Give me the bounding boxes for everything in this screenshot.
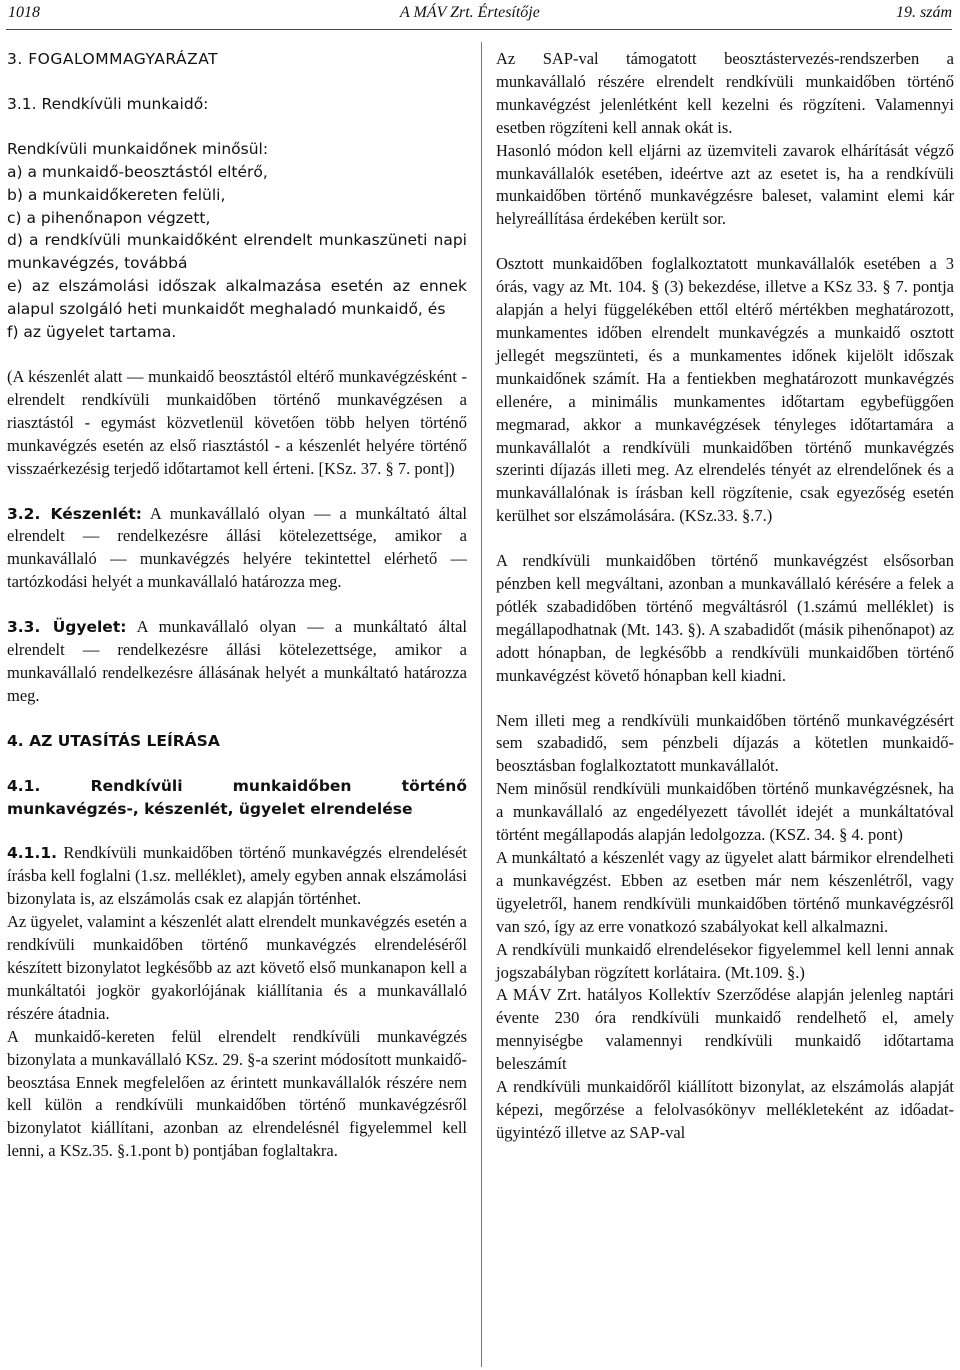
column-divider — [481, 42, 482, 1367]
definition-3-3 — [7, 616, 467, 708]
page-number: 1018 — [8, 4, 40, 21]
paragraph-outside-frame: A munkaidő-kereten felül elrendelt rendkívüli munkavégzés bizonylata a munkavállaló KSz. 29. §-a szerint módosított munkaidő-beosztása Ennek megfelelően az érintett munkavállalók részére nem kell külön a rendkívüli munkaidőben történő munkavégzésről bizonylatot kiállítani, azonban az elrendelésnél figyelemmel kell lenni, a KSz.35. §.1.pont b) pontjában foglaltakra. — [7, 1026, 467, 1161]
list-item-f: f) az ügyelet tartama. — [7, 323, 177, 342]
paragraph-disruption: Hasonló módon kell eljárni az üzemviteli zavarok elhárítását végző munkavállalók esetében, ideértve azt az esetet is, ha a rendkívüli munkaidőben történő munkavégzésre baleset, valamint elemi kár helyreállítása érdekében került sor. — [496, 140, 954, 229]
definition-3-2-label: 3.2. Készenlét: — [7, 504, 142, 523]
section-heading-3: 3. FOGALOMMAGYARÁZAT — [7, 50, 219, 68]
list-intro: Rendkívüli munkaidőnek minősül: — [7, 139, 269, 158]
standby-note: (A készenlét alatt — munkaidő beosztástól eltérő munkavégzésként - elrendelt rendkívüli munkaidőben történő munkavégzésen a riasztástól - egymást közvetlenül követően több helyen történő munkavégzés esetén az első riasztástól - a készenlét helyére történő visszaérkezésig terjedő időtartamot kell érteni. [KSz. 37. § 7. pont]) — [7, 366, 467, 478]
paragraph-not-entitled: Nem illeti meg a rendkívüli munkaidőben történő munkavégzésért sem szabadidő, sem pénzbeli díjazás a kötetlen munkaidő-beosztásban foglalkoztatott munkavállalót. — [496, 710, 954, 776]
left-column — [7, 48, 467, 1163]
list-item-a: a) a munkaidő-beosztástól eltérő, — [7, 162, 268, 181]
subheading-3-1: 3.1. Rendkívüli munkaidő: — [7, 94, 209, 113]
list-item-b: b) a munkaidőkereten felüli, — [7, 185, 226, 204]
paragraph-employer-order: A munkáltató a készenlét vagy az ügyelet alatt bármikor elrendelheti a munkavégzést. Ebben az esetben már nem készenlétről, vagy ügyeletről, hanem rendkívüli munkaidőben történő munkavégzésről van szó, így az erre vonatkozó szabályokat kell alkalmazni. — [496, 848, 954, 936]
right-column — [496, 48, 954, 1145]
list-item-c: c) a pihenőnapon végzett, — [7, 208, 211, 227]
journal-title: A MÁV Zrt. Értesítője — [400, 4, 540, 21]
page-header — [8, 4, 952, 28]
paragraph-legal-limit: A rendkívüli munkaidő elrendelésekor figyelemmel kell lenni annak jogszabályban rögzített korlátaira. (Mt.109. §.) — [496, 939, 954, 982]
paragraph-4-1-1-text: Rendkívüli munkaidőben történő munkavégzés elrendelését írásba kell foglalni (1.sz. melléklet), amely egyben annak elszámolási bizonylata is, az elszámolás csak ez alapján történhet. — [7, 843, 467, 909]
paragraph-voucher: A rendkívüli munkaidőről kiállított bizonylat, az elszámolás alapját képezi, megőrzése a felolvasókönyv mellékleteként az időadat-ügyintéző illetve az SAP-val — [496, 1077, 954, 1142]
paragraph-kollektiv: A MÁV Zrt. hatályos Kollektív Szerződése alapján jelenleg naptári évente 230 óra rendkívüli munkaidő rendelhető el, amely mennyiségbe valamennyi rendkívüli munkaidő időtartama beleszámít — [496, 985, 954, 1074]
list-item-d: d) a rendkívüli munkaidőként elrendelt munkaszüneti napi munkavégzés, továbbá — [7, 231, 467, 273]
paragraph-compensation: A rendkívüli munkaidőben történő munkavégzést elsősorban pénzben kell megváltani, azonban a munkavállaló kérésére a felek a pótlék szabadidőben történő megváltásról (1.számú melléklet) is megállapodhatnak (Mt. 143. §). A szabadidőt (másik pihenőnapot) az adott hónapban, de legkésőbb a rendkívüli munkaidőben történő munkavégzést követő hónapban kell kiadni. — [496, 551, 954, 685]
definition-3-3-text: A munkavállaló olyan — a munkáltató által elrendelt — rendelkezésre állási kötelezettsége, amikor a munkavállaló rendelkezésre állásának helyét a munkáltató határozza meg. — [7, 617, 467, 705]
paragraph-not-considered: Nem minősül rendkívüli munkaidőben történő munkavégzésnek, ha a munkavállaló az engedélyezett távollét idejét a munkáltatóval történt megállapodás alapján ledolgozza. (KSZ. 34. § 4. pont) — [496, 779, 954, 845]
definition-3-2-text: A munkavállaló olyan — a munkáltató által elrendelt — rendelkezésre állási kötelezettsége, amikor a munkavállaló — munkavégzés helyére tekintettel elérhető — tartózkodási helyét a munkavállaló határozza meg. — [7, 503, 467, 592]
paragraph-split-shift: Osztott munkaidőben foglalkoztatott munkavállalók esetében a 3 órás, vagy az Mt. 104. § (3) bekezdése, illetve a KSz 33. § 7. pontja alapján a helyi függelékében ettől eltérő mértékben meghatározott, munkamentes időben elrendelt munkavégzés a munkaidő osztott jellegét megszünteti, és a munkamentes időnek kijelölt időszak munkaidőnek számít. Ha a fentiekben meghatározott munkavégzés ellenére, a minimális munkamentes időtartam egybefüggően megmarad, akkor a munkavégzések tényleges időtartamára a munkavállalót a rendkívüli munkaidőben történő munkavégzés szerinti díjazás illeti meg. Az elrendelés tényét az elrendelőnek és a munkavállalónak is írásban kell rögzítenie, csak egyezőség esetén kerülhet sor elszámolására. (KSz.33. §.7.) — [496, 254, 954, 526]
definition-3-2 — [7, 503, 467, 595]
paragraph-4-1-1 — [7, 842, 467, 911]
section-heading-4: 4. AZ UTASÍTÁS LEÍRÁSA — [7, 731, 220, 750]
list-item-e: e) az elszámolási időszak alkalmazása esetén az ennek alapul szolgáló heti munkaidőt meghaladó munkaidő, és — [7, 277, 467, 319]
definition-3-3-label: 3.3. Ügyelet: — [7, 618, 127, 637]
paragraph-duty-records: Az ügyelet, valamint a készenlét alatt elrendelt munkavégzés esetén a rendkívüli munkaidőben történő munkavégzés elrendeléséről készített bizonylatot legkésőbb az azt követő első munkanapon kell a munkáltatói jogkör gyakorlójának kiállítania és a munkavállaló részére átadnia. — [7, 912, 467, 1023]
issue-number: 19. szám — [895, 4, 952, 21]
paragraph-sap: Az SAP-val támogatott beosztástervezés-rendszerben a munkavállaló részére elrendelt rendkívüli munkaidőben történő munkavégzést jelenlétként kell kezelni és rögzíteni. Valamennyi esetben rögzíteni kell annak okát is. — [496, 49, 954, 137]
paragraph-4-1-1-label: 4.1.1. — [7, 844, 58, 863]
header-rule — [6, 29, 952, 30]
subheading-4-1: 4.1. Rendkívüli munkaidőben történő munkavégzés-, készenlét, ügyelet elrendelése — [7, 776, 467, 818]
